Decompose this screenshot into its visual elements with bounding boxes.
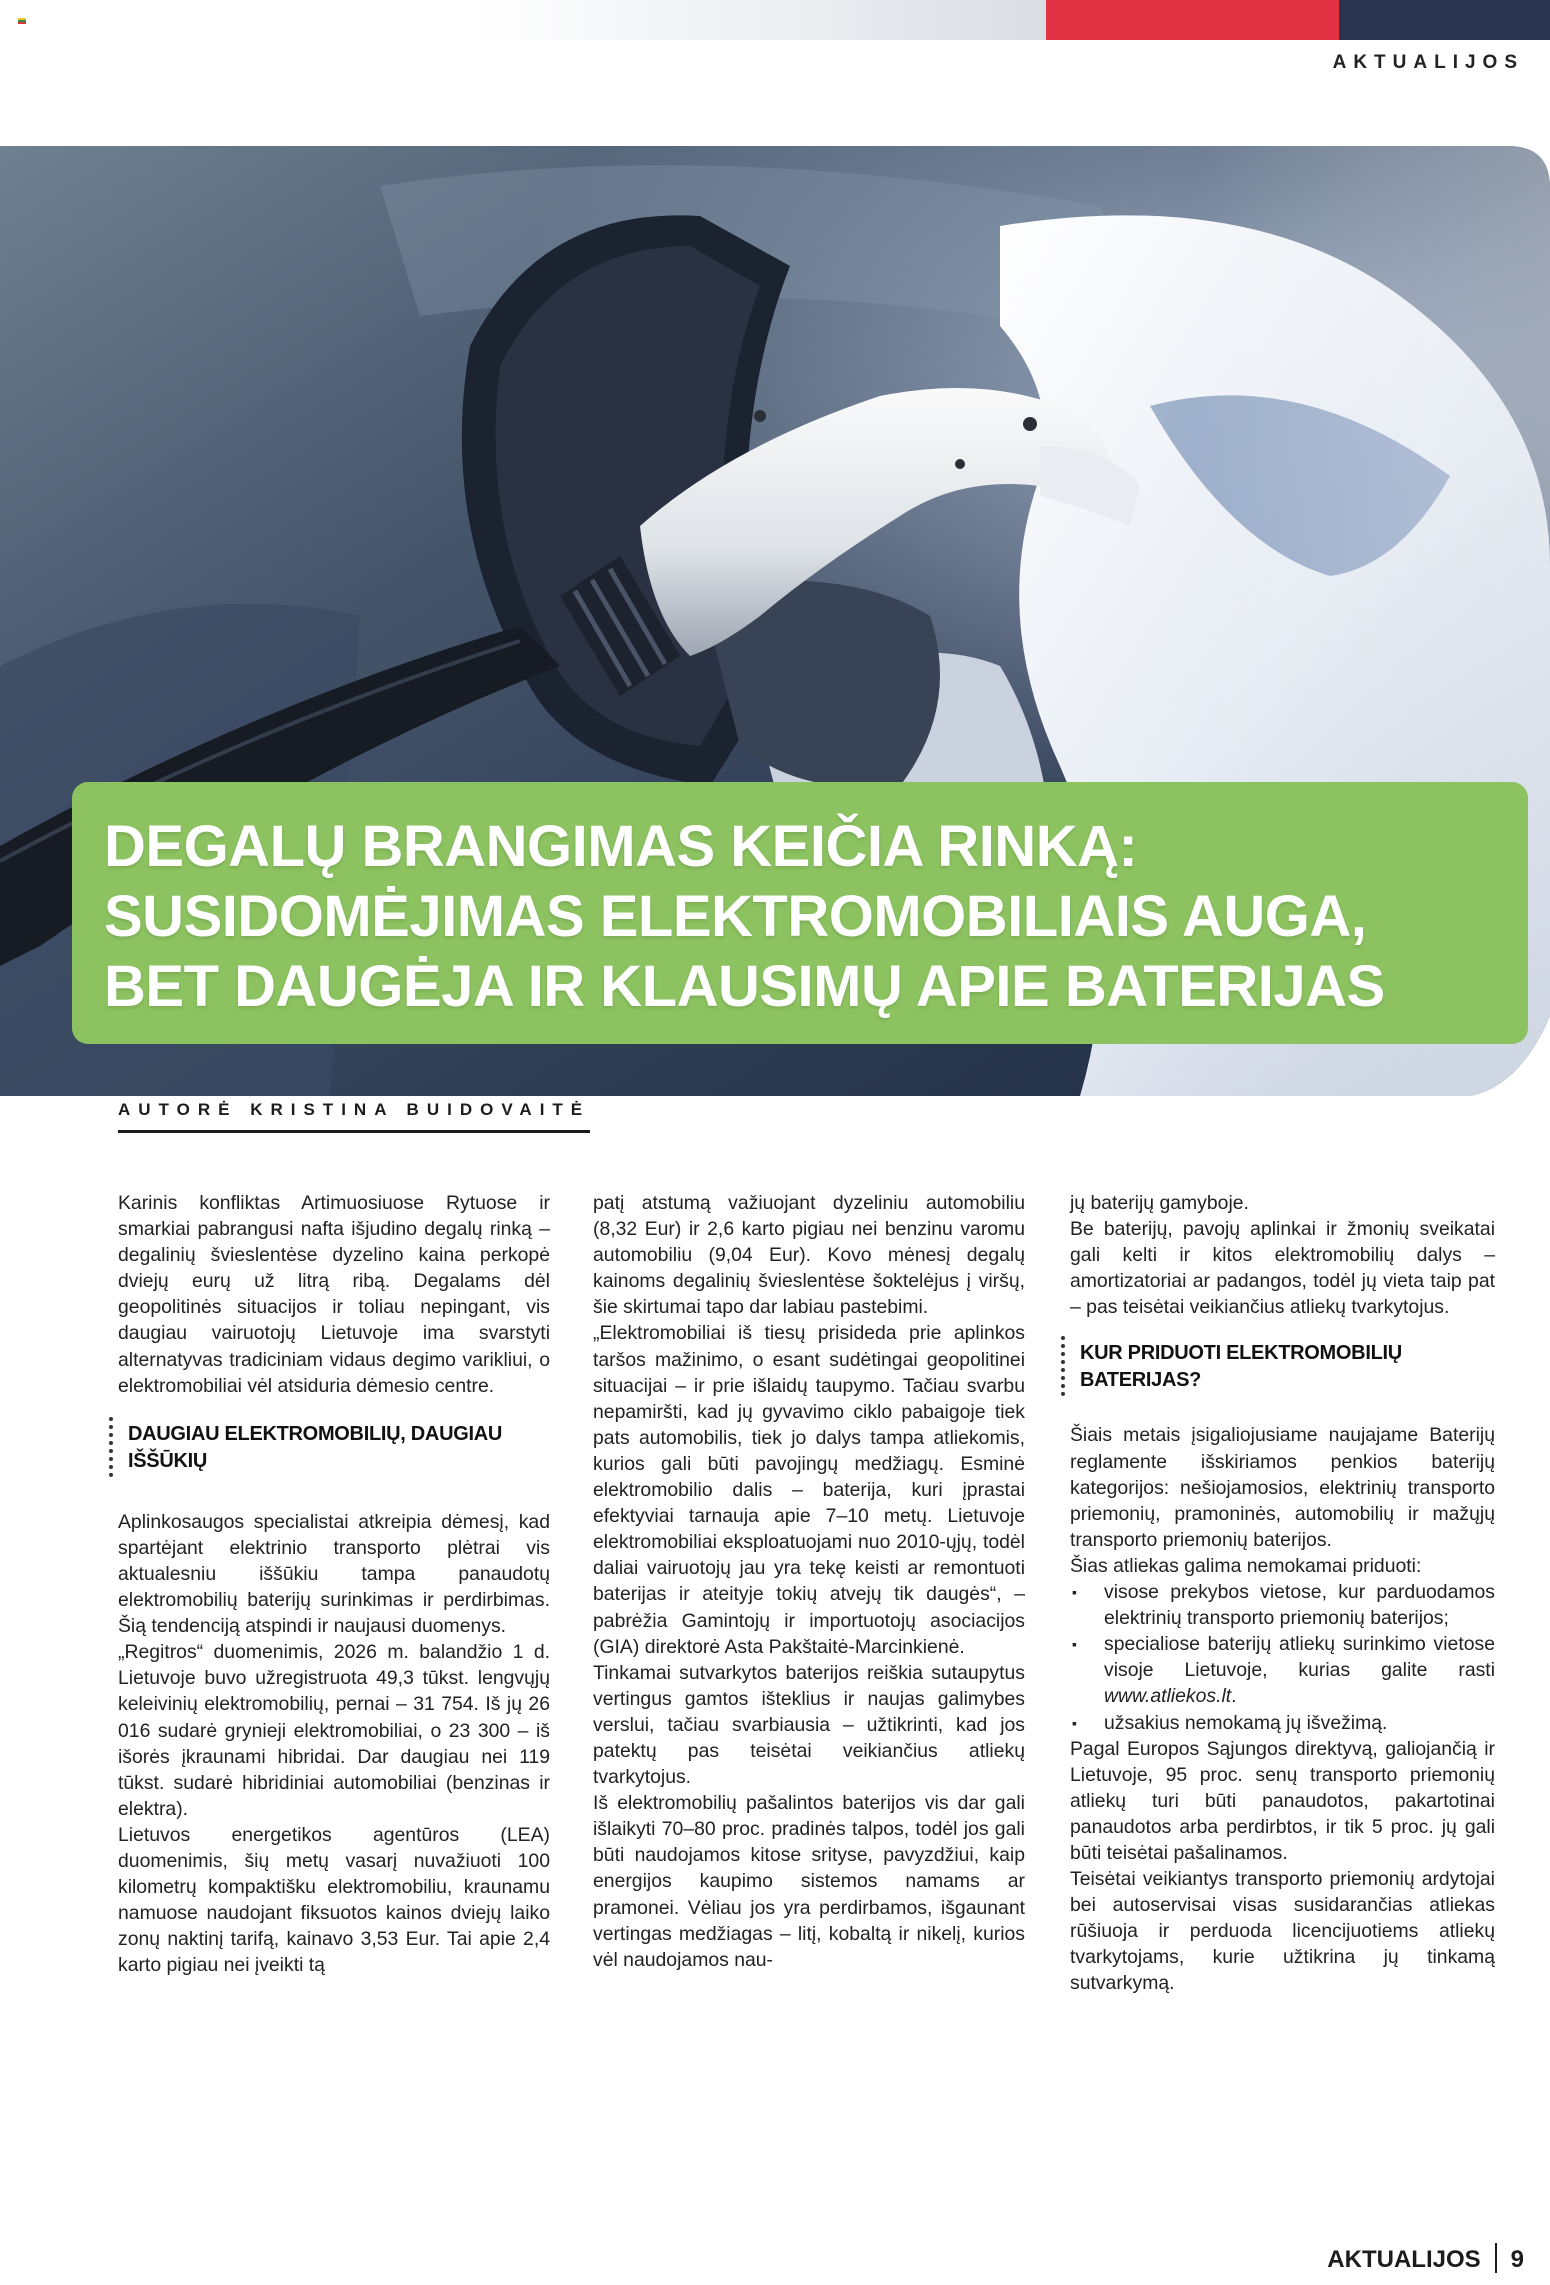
footer-divider: [1495, 2243, 1497, 2273]
bullet-icon: ▪: [1072, 1584, 1077, 1601]
paragraph: Be baterijų, pavojų aplinkai ir žmonių sveikatai gali kelti ir kitos elektromobilių dalys – amortizatoriai ar padangos, todėl jų vieta taip pat – pas teisėtai veikiančius atliekų tvarkytojus.: [1070, 1218, 1495, 1319]
bullet-list: [1070, 1579, 1495, 1736]
paragraph: Tinkamai sutvarkytos baterijos reiškia sutaupytus vertingus gamtos išteklius ir naujas galimybes verslui, tačiau svarbiausia – užtikrinti, kad jos patektų pas teisėtai veikiančius atliekų tvarkytojus.: [593, 1661, 1025, 1789]
list-item: ▪ užsakius nemokamą jų išvežimą.: [1070, 1710, 1495, 1736]
text-column-3: [1070, 1190, 1495, 1997]
paragraph: Šias atliekas galima nemokamai priduoti:: [1070, 1554, 1422, 1577]
paragraph: Aplinkosaugos specialistai atkreipia dėmesį, kad spartėjant elektrinio transporto plėtrai vis aktualesniu iššūkiu tampa panaudotų elektromobilių baterijų surinkimas ir perdirbimas. Šią tendenciją atspindi ir naujausi duomenys.: [118, 1510, 550, 1638]
paragraph: „Regitros“ duomenimis, 2026 m. balandžio 1 d. Lietuvoje buvo užregistruota 49,3 tūkst. lengvųjų keleivinių elektromobilių, pernai – 31 754. Iš jų 26 016 sudarė grynieji elektromobiliai, o 23 300 – iš išorės įkraunami hibridai. Dar daugiau nei 119 tūkst. sudarė hibridiniai automobiliai (benzinas ir elektra).: [118, 1641, 550, 1820]
paragraph: Lietuvos energetikos agentūros (LEA) duomenimis, šių metų vasarį nuvažiuoti 100 kilometrų kompaktišku elektromobiliu, kraunamu namuose naudojant fiksuotos kainos dviejų laiko zonų naktinį tarifą, kainavo 3,53 Eur. Tai apie 2,4 karto pigiau nei įveikti tą: [118, 1823, 550, 1977]
bullet-icon: ▪: [1072, 1714, 1077, 1731]
paragraph: Šiais metais įsigaliojusiame naujajame Baterijų reglamente išskiriamos penkios baterijų kategorijos: nešiojamosios, elektrinių transporto priemonių, pramoninės, automobilių ir mažųjų transporto priemonių baterijos.: [1070, 1424, 1495, 1551]
section-label: AKTUALIJOS: [1332, 52, 1524, 73]
subheading: KUR PRIDUOTI ELEKTROMOBILIŲ BATERIJAS?: [1070, 1340, 1495, 1394]
website-link[interactable]: www.atliekos.lt: [1104, 1685, 1232, 1708]
paragraph: Karinis konfliktas Artimuosiuose Rytuose ir smarkiai pabrangusi nafta išjudino degalų rinką – degalinių švieslentėse dyzelino kaina perkopė dviejų eurų už litrą ribą. Degalams dėl geopolitinės situacijos ir toliau nepingant, vis daugiau vairuotojų Lietuvoje ima svarstyti alternatyvas tradiciniam vidaus degimo varikliui, o elektromobiliai vėl atsiduria dėmesio centre.: [118, 1192, 550, 1397]
paragraph: Teisėtai veikiantys transporto priemonių ardytojai bei autoservisai visas susidarančias atliekas rūšiuoja ir perduoda licencijuotiems atliekų tvarkytojams, kurie užtikrina jų tinkamą sutvarkymą.: [1070, 1868, 1495, 1995]
footer-section: AKTUALIJOS: [1327, 2246, 1481, 2273]
author-byline: AUTORĖ KRISTINA BUIDOVAITĖ: [118, 1100, 590, 1133]
top-bar-fade: [0, 0, 1046, 40]
paragraph: Iš elektromobilių pašalintos baterijos vis dar gali išlaikyti 70–80 proc. pradinės talpos, todėl jos gali būti naudojamos kitose srityse, pavyzdžiui, kaip energijos kaupimo sistemos namams ar pramonei. Vėliau jos yra perdirbamos, išgaunant vertingas medžiagas – litį, kobaltą ir nikelį, kurios vėl naudojamos nau-: [593, 1792, 1025, 1971]
paragraph: patį atstumą važiuojant dyzeliniu automobiliu (8,32 Eur) ir 2,6 karto pigiau nei benzinu varomu automobiliu (9,04 Eur). Kovo mėnesį degalų kainoms degalinių švieslentėse šoktelėjus į viršų, šie skirtumai tapo dar labiau pastebimi.: [593, 1192, 1025, 1319]
top-color-bar: [0, 0, 1550, 40]
paragraph: „Elektromobiliai iš tiesų prisideda prie aplinkos taršos mažinimo, o esant sudėtingai geopolitinei situacijai – ir prie išlaidų taupymo. Tačiau svarbu nepamiršti, kad jų gyvavimo ciklo pabaigoje tiek pats automobilis, tiek jo dalys tampa atliekomis, kurios gali būti pavojingų medžiagų. Esminė elektromobilio dalis – baterija, kuri įprastai efektyviai tarnauja apie 7–10 metų. Lietuvoje elektromobiliai eksploatuojami nuo 2010-ųjų, todėl daliai vairuotojų jau yra tekę keisti ar remontuoti baterijas ir ateityje tokių atvejų tik daugės“, – pabrėžia Gamintojų ir importuotojų asociacijos (GIA) direktorė Asta Pakštaitė-Marcinkienė.: [593, 1322, 1025, 1658]
list-item: ▪ specialiose baterijų atliekų surinkimo vietose visoje Lietuvoje, kurias galite rasti www.atliekos.lt.: [1072, 1633, 1495, 1708]
title-line-1: DEGALŲ BRANGIMAS KEIČIA RINKĄ:: [104, 814, 1138, 879]
paragraph: Pagal Europos Sąjungos direktyvą, galiojančią ir Lietuvoje, 95 proc. senų transporto priemonių atliekų turi būti panaudotos, pakartotinai panaudotos arba perdirbtos, ir tik 5 proc. jų gali būti teisėtai pašalinamos.: [1070, 1737, 1495, 1864]
list-item: ▪ visose prekybos vietose, kur parduodamos elektrinių transporto priemonių baterijos;: [1072, 1581, 1495, 1630]
paragraph: jų baterijų gamyboje.: [1070, 1192, 1249, 1214]
top-bar-navy-block: [1339, 0, 1550, 40]
bullet-icon: ▪: [1072, 1636, 1077, 1653]
corner-flag-icon: [18, 18, 26, 24]
page-footer: [1327, 2243, 1524, 2274]
title-line-2: SUSIDOMĖJIMAS ELEKTROMOBILIAIS AUGA,: [104, 884, 1367, 949]
page-number: 9: [1510, 2246, 1524, 2273]
title-line-3: BET DAUGĖJA IR KLAUSIMŲ APIE BATERIJAS: [104, 954, 1385, 1019]
top-bar-red-block: [1046, 0, 1339, 40]
text-column-1: [118, 1190, 550, 1978]
text-column-2: [593, 1190, 1025, 1973]
subheading: DAUGIAU ELEKTROMOBILIŲ, DAUGIAU IŠŠŪKIŲ: [118, 1421, 550, 1475]
page-title: [104, 812, 1524, 1022]
